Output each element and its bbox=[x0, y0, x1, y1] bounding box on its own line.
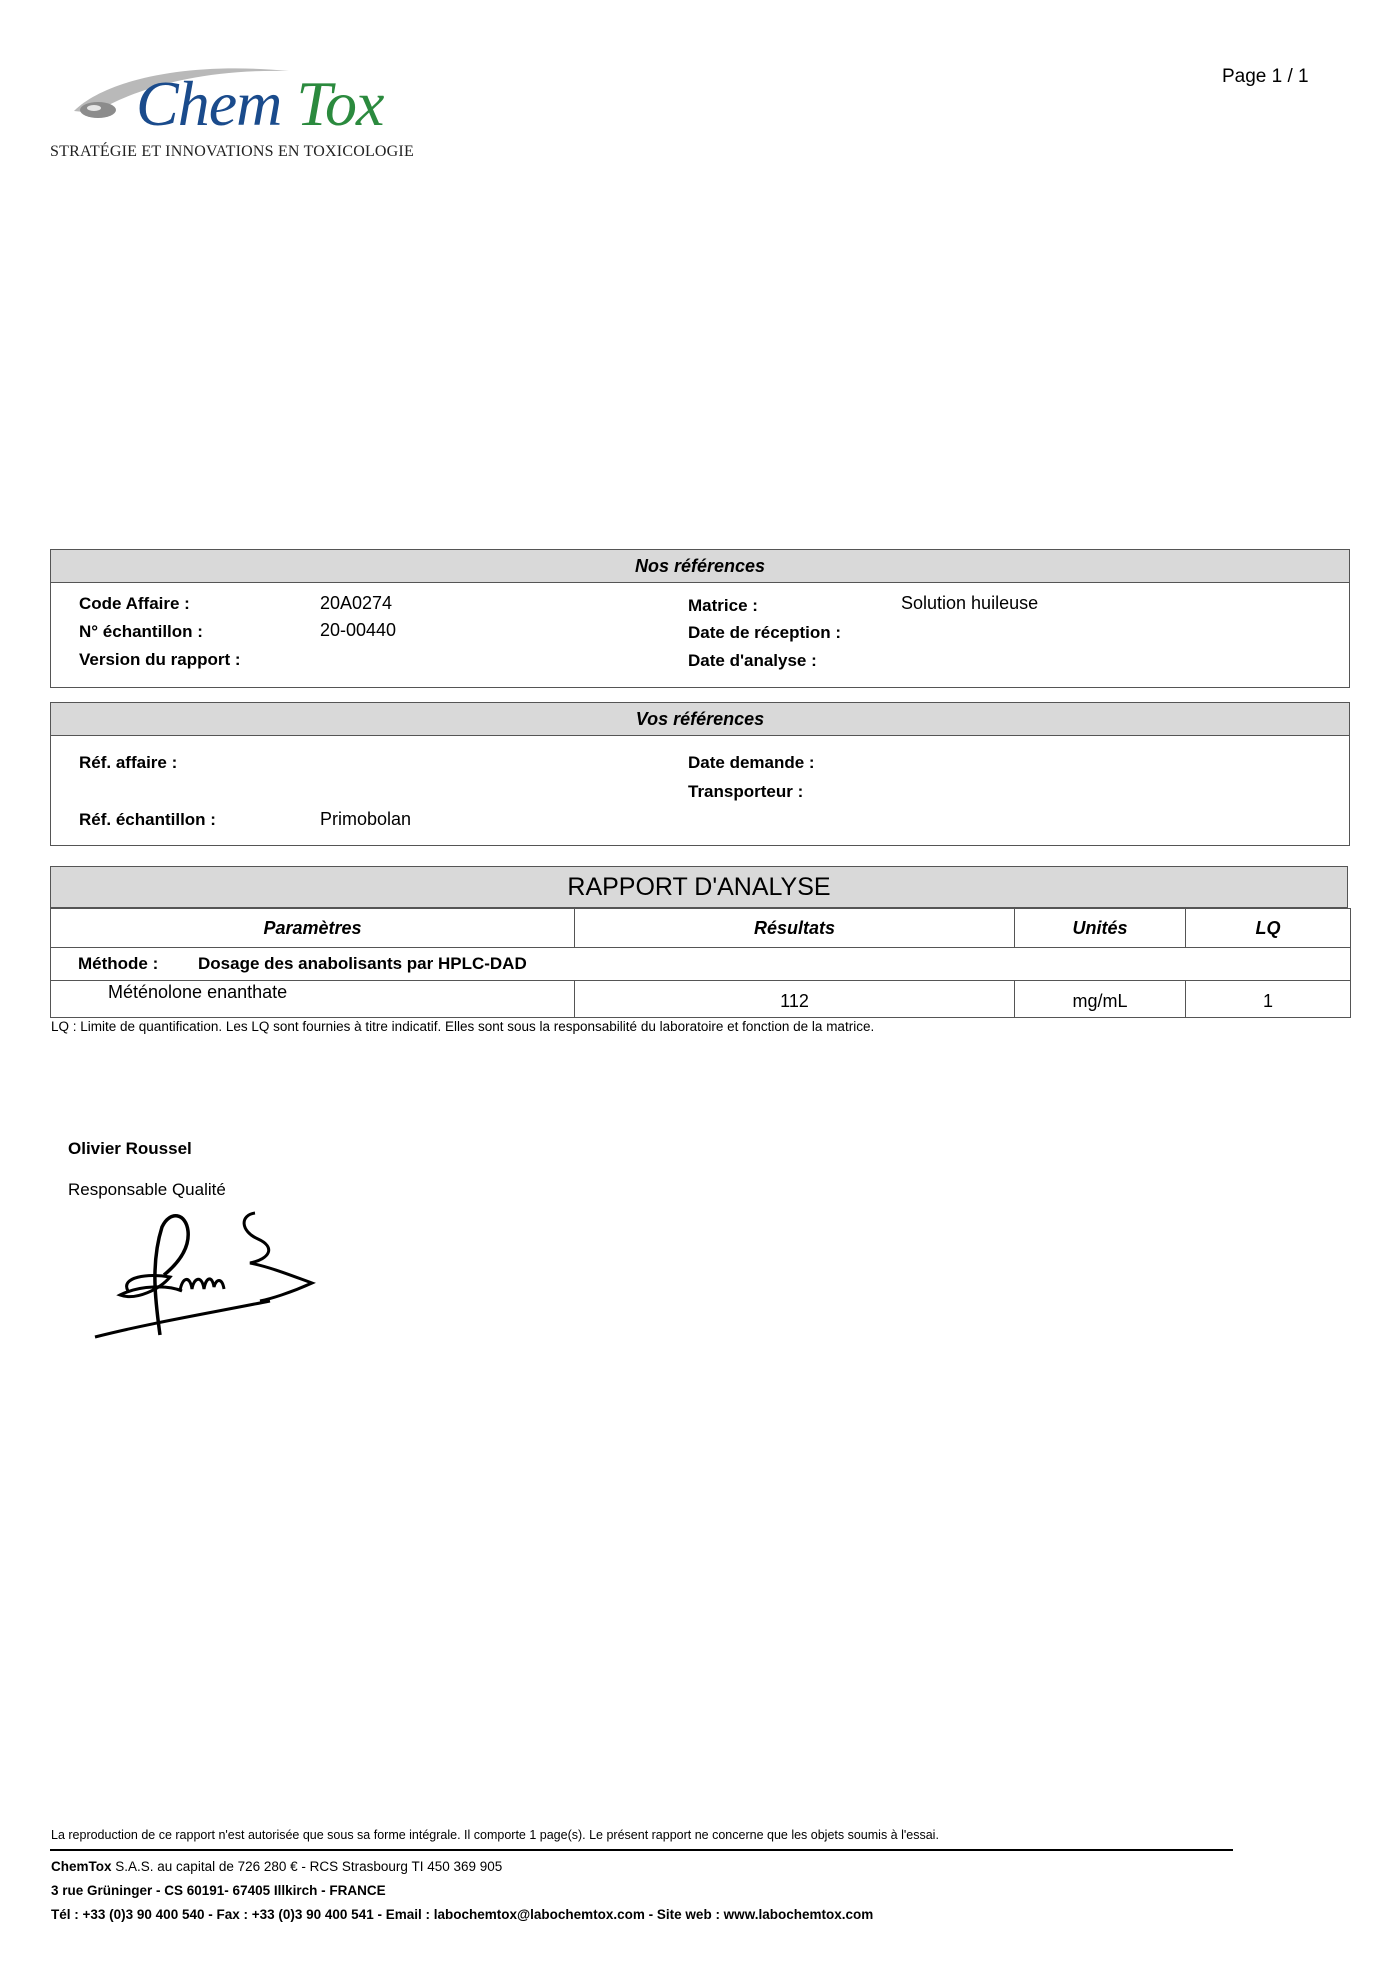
parametre-name: Méténolone enanthate bbox=[108, 982, 288, 1002]
footer-divider bbox=[50, 1849, 1233, 1851]
ref-echantillon-value: Primobolan bbox=[320, 809, 412, 829]
footer-contact: Tél : +33 (0)3 90 400 540 - Fax : +33 (0)3 90 400 541 - Email : labochemtox@labochemtox.com - Site web : www.labochemtox.com bbox=[51, 1907, 874, 1922]
footer-company bbox=[51, 1859, 502, 1874]
methode-cell bbox=[51, 948, 1351, 981]
transporteur-label: Transporteur : bbox=[688, 782, 804, 801]
date-reception-label: Date de réception : bbox=[688, 623, 842, 642]
page-number: Page 1 / 1 bbox=[1222, 66, 1309, 87]
header-resultats: Résultats bbox=[575, 909, 1015, 948]
nos-references-title: Nos références bbox=[51, 550, 1349, 583]
date-demande-label: Date demande : bbox=[688, 753, 815, 772]
version-label: Version du rapport : bbox=[79, 650, 241, 669]
footer-note: La reproduction de ce rapport n'est autorisée que sous sa forme intégrale. Il comporte 1 page(s). Le présent rapport ne concerne que les objets soumis à l'essai. bbox=[51, 1828, 939, 1842]
unite-cell: mg/mL bbox=[1015, 981, 1186, 1018]
logo-brand-chem: Chem bbox=[136, 68, 282, 139]
matrice-value: Solution huileuse bbox=[901, 593, 1039, 613]
header-lq: LQ bbox=[1186, 909, 1351, 948]
methode-label: Méthode : bbox=[78, 954, 159, 973]
nos-references-box bbox=[50, 549, 1350, 688]
table-row bbox=[51, 981, 1351, 1018]
footer-address: 3 rue Grüninger - CS 60191- 67405 Illkirch - FRANCE bbox=[51, 1883, 386, 1898]
echantillon-label: N° échantillon : bbox=[79, 622, 203, 641]
logo-wordmark bbox=[136, 67, 383, 141]
methode-value: Dosage des anabolisants par HPLC-DAD bbox=[198, 954, 527, 973]
code-affaire-value: 20A0274 bbox=[320, 593, 393, 613]
lq-note: LQ : Limite de quantification. Les LQ sont fournies à titre indicatif. Elles sont sous la responsabilité du laboratoire et fonction de la matrice. bbox=[51, 1019, 875, 1034]
header-parametres: Paramètres bbox=[51, 909, 575, 948]
header-unites: Unités bbox=[1015, 909, 1186, 948]
vos-references-box bbox=[50, 702, 1350, 846]
ref-echantillon-label: Réf. échantillon : bbox=[79, 810, 216, 829]
rapport-analyse bbox=[50, 866, 1348, 1018]
signature-icon bbox=[90, 1205, 330, 1345]
results-header-row bbox=[51, 909, 1351, 948]
vos-references-title: Vos références bbox=[51, 703, 1349, 736]
resultat-cell: 112 bbox=[575, 981, 1015, 1018]
date-analyse-label: Date d'analyse : bbox=[688, 651, 817, 670]
echantillon-value: 20-00440 bbox=[320, 620, 397, 640]
rapport-title: RAPPORT D'ANALYSE bbox=[50, 866, 1348, 908]
logo-tagline: STRATÉGIE ET INNOVATIONS EN TOXICOLOGIE bbox=[50, 143, 414, 160]
footer-company-name: ChemTox bbox=[51, 1859, 112, 1874]
code-affaire-label: Code Affaire : bbox=[79, 594, 190, 613]
results-table bbox=[50, 908, 1351, 1018]
ref-affaire-label: Réf. affaire : bbox=[79, 753, 178, 772]
footer-company-details: S.A.S. au capital de 726 280 € - RCS Strasbourg TI 450 369 905 bbox=[111, 1859, 503, 1874]
lq-cell: 1 bbox=[1186, 981, 1351, 1018]
parametre-cell bbox=[51, 981, 575, 1018]
methode-row bbox=[51, 948, 1351, 981]
matrice-label: Matrice : bbox=[688, 596, 758, 615]
company-logo bbox=[50, 55, 450, 165]
logo-brand-tox: Tox bbox=[296, 68, 384, 139]
signer-name: Olivier Roussel bbox=[68, 1139, 192, 1158]
signer-role: Responsable Qualité bbox=[68, 1180, 226, 1199]
